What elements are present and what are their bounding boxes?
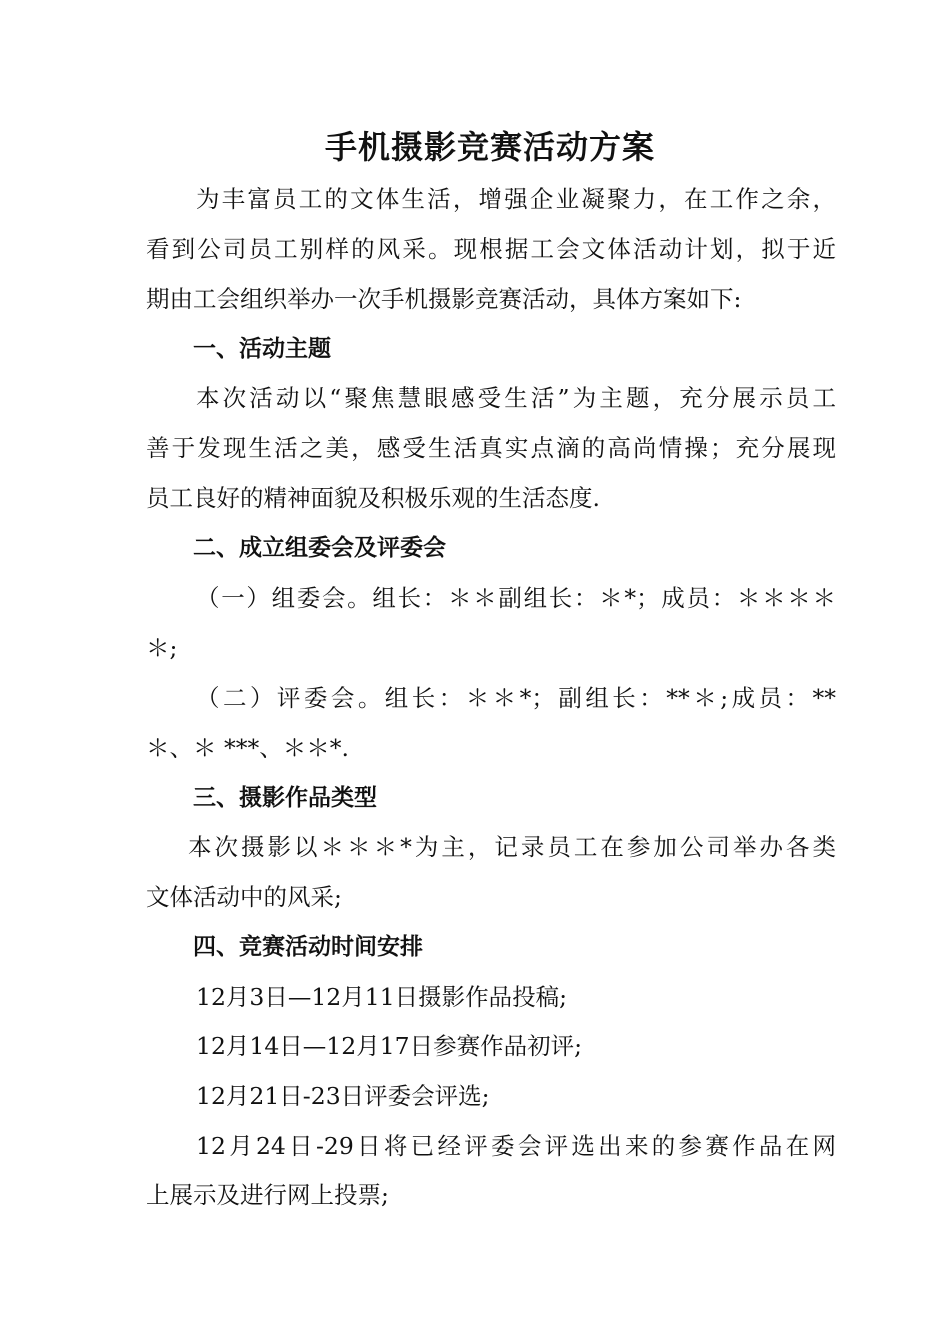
document-title: 手机摄影竞赛活动方案 [324, 128, 655, 166]
section-heading-committee: 二、成立组委会及评委会 [193, 535, 446, 561]
intro-line-1: 为丰富员工的文体生活，增强企业凝聚力，在工作之余， [196, 185, 836, 213]
section-heading-schedule: 四、竞赛活动时间安排 [193, 934, 423, 960]
section-heading-theme: 一、活动主题 [193, 336, 331, 362]
theme-line-2: 善于发现生活之美，感受生活真实点滴的高尚情操；充分展现 [146, 434, 836, 462]
intro-line-2: 看到公司员工别样的风采。现根据工会文体活动计划，拟于近 [146, 235, 836, 263]
committee-line-3: （二）评委会。组长：＊＊*；副组长：**＊;成员：** [196, 684, 836, 712]
schedule-item-4: 12月24日-29日将已经评委会评选出来的参赛作品在网 [196, 1132, 836, 1160]
theme-line-1: 本次活动以“聚焦慧眼感受生活”为主题，充分展示员工 [196, 384, 836, 412]
schedule-item-4-cont: 上展示及进行网上投票; [146, 1181, 389, 1209]
schedule-item-1: 12月3日—12月11日摄影作品投稿; [196, 983, 568, 1011]
committee-line-2: ＊; [146, 634, 178, 662]
section-heading-photo-type: 三、摄影作品类型 [193, 785, 377, 811]
intro-line-3: 期由工会组织举办一次手机摄影竞赛活动，具体方案如下: [146, 285, 742, 313]
theme-line-3: 员工良好的精神面貌及积极乐观的生活态度. [146, 484, 600, 512]
committee-line-1: （一）组委会。组长：＊＊副组长：＊*；成员：＊＊＊＊ [196, 584, 836, 612]
schedule-item-2: 12月14日—12月17日参赛作品初评; [196, 1032, 583, 1060]
photo-type-line-1: 本次摄影以＊＊＊*为主，记录员工在参加公司举办各类 [188, 833, 836, 861]
schedule-item-3: 12月21日-23日评委会评选; [196, 1082, 490, 1110]
photo-type-line-2: 文体活动中的风采; [146, 883, 342, 911]
committee-line-4: ＊、＊ ***、＊＊*. [146, 734, 349, 762]
